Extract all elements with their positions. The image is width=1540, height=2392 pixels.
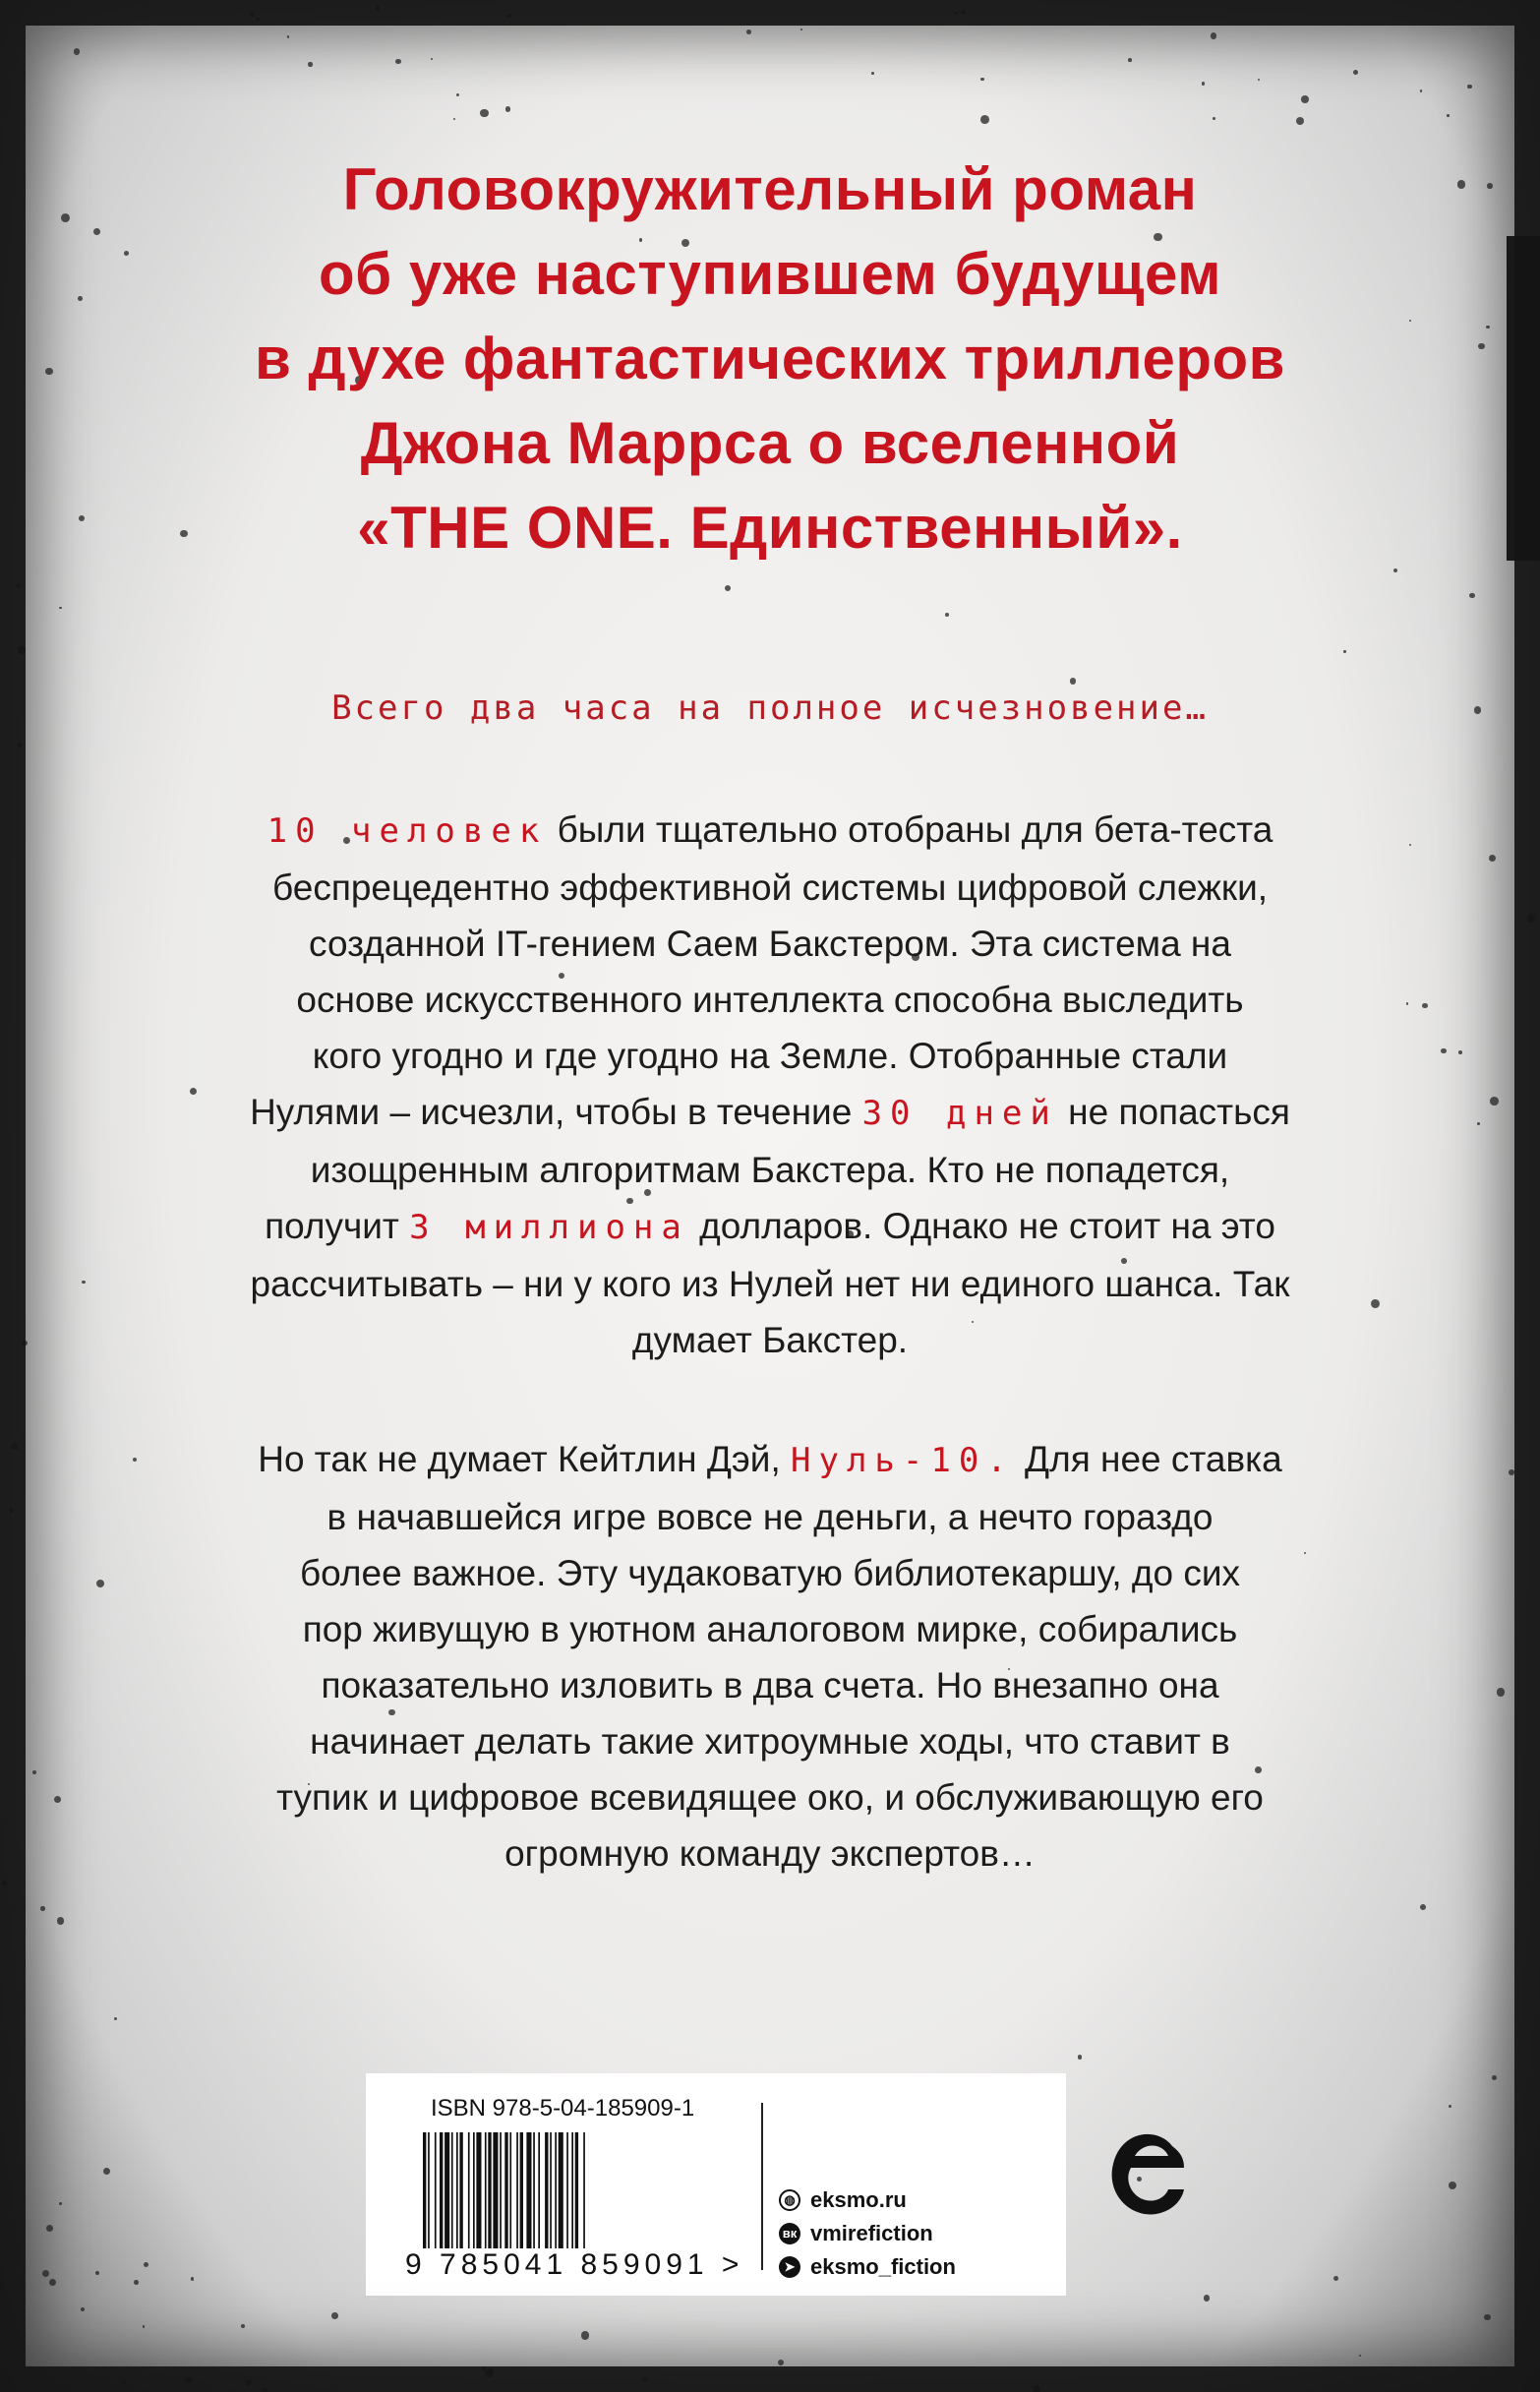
speck [287, 35, 289, 37]
telegram-icon: ➤ [779, 2256, 800, 2278]
text-line [89, 1084, 1451, 1142]
speck [114, 2017, 117, 2020]
telegram-link-label: eksmo_fiction [810, 2254, 956, 2279]
barcode-bar [526, 2132, 531, 2248]
speck [54, 1796, 61, 1803]
speck [1492, 2075, 1497, 2080]
barcode-bar [456, 2132, 458, 2248]
speck [103, 2168, 110, 2175]
barcode-bar [583, 2132, 585, 2248]
speck [1469, 593, 1474, 598]
speck [74, 48, 81, 55]
speck [331, 2312, 338, 2319]
speck [1393, 568, 1397, 572]
publisher-links [779, 2183, 956, 2284]
barcode-image [423, 2132, 718, 2248]
speck [93, 228, 100, 235]
tagline [216, 148, 1324, 570]
speck [1343, 650, 1345, 652]
barcode-bar [423, 2132, 426, 2248]
tagline-line: об уже наступившем будущем [318, 241, 1222, 307]
text-line [89, 1431, 1451, 1489]
speck [1486, 326, 1490, 329]
speck [725, 585, 731, 591]
text-span: долларов. Однако не стоит на это [688, 1206, 1275, 1246]
text-line: огромную команду экспертов… [504, 1833, 1036, 1874]
speck [1489, 855, 1496, 862]
speck [45, 368, 52, 375]
speck [308, 62, 312, 66]
text-line [89, 1198, 1451, 1256]
speck [456, 93, 459, 96]
speck [1525, 2347, 1528, 2350]
speck [581, 2331, 589, 2339]
speck [42, 2270, 49, 2277]
barcode-bar [520, 2132, 523, 2248]
speck [431, 58, 433, 60]
speck [263, 2388, 267, 2392]
text-line: кого угодно и где угодно на Земле. Отобранные стали [312, 1036, 1228, 1076]
barcode-bar [533, 2132, 535, 2248]
speck [485, 2368, 494, 2377]
speck [1353, 70, 1358, 75]
speck [1467, 85, 1472, 90]
speck [1333, 2276, 1338, 2281]
speck [18, 646, 25, 653]
globe-icon: ◍ [779, 2189, 800, 2211]
speck [395, 59, 401, 65]
speck [1033, 2385, 1040, 2392]
headline: Всего два часа на полное исчезновение… [331, 688, 1209, 728]
speck [46, 2225, 53, 2232]
text-line: думает Бакстер. [631, 1320, 909, 1360]
text-span: были тщательно отобраны для бета-теста [547, 809, 1273, 850]
speck [11, 1443, 19, 1451]
highlight: 30 дней [861, 1094, 1058, 1133]
speck [1296, 117, 1304, 125]
text-span: Нулями – исчезли, чтобы в течение [250, 1092, 862, 1132]
speck [1497, 1688, 1506, 1697]
speck [82, 1281, 86, 1285]
text-line: рассчитывать – ни у кого из Нулей нет ни единого шанса. Так [250, 1264, 1290, 1304]
speck [1409, 320, 1411, 322]
barcode-bar [485, 2132, 487, 2248]
barcode-bar [459, 2132, 462, 2248]
isbn-text: ISBN 978-5-04-185909-1 [431, 2095, 695, 2122]
speck [746, 30, 751, 34]
speck [249, 11, 255, 17]
barcode-bar [516, 2132, 518, 2248]
speck [59, 607, 62, 610]
speck [1477, 1122, 1480, 1125]
barcode-bar [509, 2132, 511, 2248]
tagline-line: Джона Маррса о вселенной [360, 410, 1180, 476]
speck [22, 1341, 27, 1346]
description-paragraph-2 [89, 1431, 1451, 1882]
text-line: более важное. Эту чудаковатую библиотекаршу, до сих [299, 1553, 1241, 1593]
speck [505, 106, 510, 111]
speck [124, 251, 129, 256]
barcode-bar [545, 2132, 548, 2248]
text-line: беспрецедентно эффективной системы цифровой слежки, [271, 867, 1269, 908]
speck [1509, 1469, 1514, 1475]
speck [61, 213, 70, 222]
speck [2, 1881, 7, 1885]
speck [191, 2277, 194, 2280]
tagline-line: «THE ONE. Единственный». [357, 495, 1183, 561]
vk-icon: вк [779, 2223, 800, 2244]
text-span: Для нее ставка [1014, 1439, 1282, 1479]
speck [1420, 90, 1423, 92]
speck [1213, 117, 1215, 120]
speck [256, 18, 259, 21]
barcode-bar [468, 2132, 470, 2248]
site-link-label: eksmo.ru [810, 2187, 907, 2212]
speck [1301, 95, 1309, 103]
barcode-bar [571, 2132, 573, 2248]
speck [143, 2325, 145, 2327]
speck [453, 118, 455, 120]
barcode-digits: 9 785041 859091 > [405, 2248, 744, 2281]
speck [1359, 2355, 1361, 2357]
speck [800, 29, 802, 30]
speck [961, 10, 966, 15]
barcode-bar [444, 2132, 449, 2248]
text-span: Но так не думает Кейтлин Дэй, [258, 1439, 792, 1479]
vk-link[interactable] [779, 2217, 956, 2250]
speck [1478, 343, 1485, 350]
highlight: 3 миллиона [409, 1208, 689, 1247]
speck [78, 296, 83, 301]
speck [144, 2262, 148, 2267]
barcode-bar [500, 2132, 502, 2248]
tagline-line: Головокружительный роман [342, 156, 1198, 222]
speck [57, 1917, 64, 1924]
speck [1449, 2182, 1456, 2189]
speck [1420, 1904, 1426, 1910]
barcode-bar [575, 2132, 578, 2248]
text-line: тупик и цифровое всевидящее око, и обслуживающую его [276, 1777, 1264, 1818]
text-line: изощренным алгоритмам Бакстера. Кто не попадется, [310, 1150, 1230, 1190]
tagline-line: в духе фантастических триллеров [254, 326, 1286, 391]
speck [134, 2280, 139, 2285]
speck [871, 72, 874, 75]
barcode-bar [473, 2132, 475, 2248]
speck [1258, 79, 1260, 81]
speck [185, 2377, 192, 2384]
text-line: основе искусственного интеллекта способна выследить [296, 980, 1244, 1020]
speck [980, 78, 983, 81]
speck [1449, 2105, 1452, 2109]
speck [1490, 1097, 1499, 1106]
speck [180, 530, 188, 538]
speck [1484, 2314, 1491, 2321]
barcode-bar [538, 2132, 540, 2248]
speck [1204, 2295, 1210, 2301]
edge-bar [1507, 236, 1540, 561]
speck [376, 6, 380, 10]
vk-link-label: vmirefiction [810, 2221, 933, 2245]
description-paragraph-1 [89, 802, 1451, 1368]
text-line: пор живущую в уютном аналоговом мирке, собирались [302, 1609, 1238, 1649]
barcode-bar [550, 2132, 552, 2248]
speck [1078, 2055, 1082, 2059]
barcode-bar [476, 2132, 481, 2248]
barcode-bar [566, 2132, 568, 2248]
barcode-panel [366, 2073, 1066, 2296]
highlight: Нуль-10. [791, 1441, 1015, 1480]
speck [1128, 58, 1132, 62]
barcode-bar [493, 2132, 498, 2248]
site-link[interactable] [779, 2183, 956, 2217]
speck [778, 2360, 784, 2365]
barcode-bar [428, 2132, 430, 2248]
speck [95, 2271, 99, 2275]
speck [79, 515, 85, 521]
barcode-bar [559, 2132, 563, 2248]
speck [1458, 1050, 1462, 1054]
speck [980, 115, 989, 124]
barcode-bar [440, 2132, 443, 2248]
speck [1447, 114, 1450, 117]
speck [32, 1770, 36, 1774]
eksmo-logo [1103, 2124, 1188, 2223]
text-line: созданной IT-гением Саем Бакстером. Эта система на [309, 924, 1231, 964]
speck [506, 14, 510, 18]
text-span: получит [265, 1206, 410, 1246]
speck [59, 2202, 62, 2205]
speck [1527, 915, 1536, 924]
text-line: показательно изловить в два счета. Но внезапно она [321, 1665, 1219, 1705]
speck [1457, 180, 1466, 189]
speck [9, 1508, 14, 1513]
divider [761, 2103, 763, 2270]
speck [1211, 32, 1217, 39]
barcode-bar [435, 2132, 437, 2248]
speck [17, 743, 22, 748]
speck [241, 2324, 245, 2328]
barcode-bar [555, 2132, 557, 2248]
barcode-bar [504, 2132, 507, 2248]
telegram-link[interactable] [779, 2250, 956, 2284]
text-line [89, 802, 1451, 860]
text-line: начинает делать такие хитроумные ходы, что ставит в [310, 1721, 1230, 1762]
speck [16, 583, 21, 588]
speck [81, 2307, 85, 2311]
speck [1487, 183, 1492, 188]
barcode-bar [488, 2132, 491, 2248]
speck [642, 2376, 648, 2382]
speck [49, 2279, 56, 2286]
speck [945, 613, 949, 617]
text-line: в начавшейся игре вовсе не деньги, а нечто гораздо [326, 1497, 1214, 1537]
speck [1070, 678, 1076, 684]
barcode-bar [451, 2132, 453, 2248]
speck [954, 12, 957, 15]
speck [245, 2380, 251, 2386]
speck [123, 2380, 127, 2384]
speck [1202, 82, 1205, 85]
speck [40, 1906, 44, 1910]
text-span: не попасться [1057, 1092, 1290, 1132]
highlight: 10 человек [267, 811, 548, 851]
speck [480, 109, 489, 118]
